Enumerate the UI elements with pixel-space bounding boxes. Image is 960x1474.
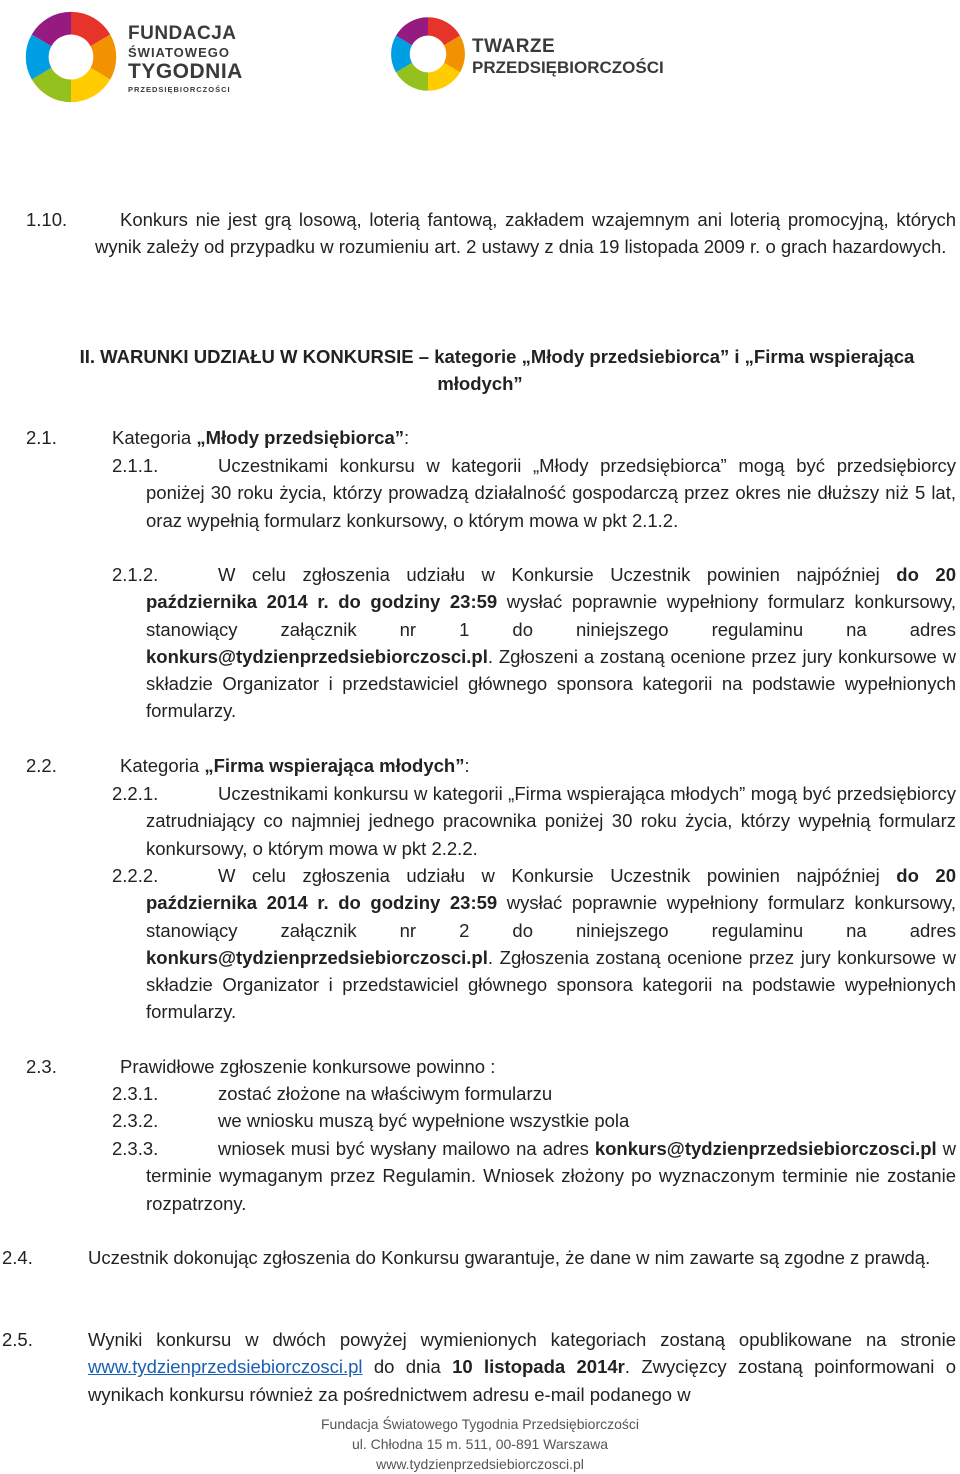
- item-number-1-10: 1.10.: [26, 209, 68, 230]
- item-text-2-3-2: we wniosku muszą być wypełnione wszystkie pola: [218, 1110, 630, 1131]
- item-text-2-4: Uczestnik dokonując zgłoszenia do Konkursu gwarantuje, że dane w nim zawarte są zgodne z prawdą.: [88, 1247, 931, 1268]
- item-2-1-2-part2: wysłać poprawnie wypełniony formularz konkursowy, stanowiący załącznik nr 1 do niniejszego regulaminu na adres: [146, 591, 956, 640]
- footer-website: www.tydzienprzedsiebiorczosci.pl: [376, 1456, 584, 1472]
- item-2-3-3-part1: wniosek musi być wysłany mailowo na adres: [218, 1138, 595, 1159]
- item-2-1-2-email: konkurs@tydzienprzedsiebiorczosci.pl: [146, 645, 488, 667]
- item-2-1-category: „Młody przedsiębiorca”: [196, 427, 404, 448]
- item-number-2-2-2: 2.2.2.: [112, 865, 159, 886]
- item-number-2-4: 2.4.: [2, 1247, 33, 1268]
- item-text-2-3-1: zostać złożone na właściwym formularzu: [218, 1083, 553, 1104]
- item-number-2-5: 2.5.: [2, 1329, 33, 1350]
- logo-fundacja-emblem: [22, 8, 120, 106]
- website-link[interactable]: www.tydzienprzedsiebiorczosci.pl: [88, 1356, 363, 1378]
- item-number-2-3-3: 2.3.3.: [112, 1138, 159, 1159]
- item-2-1-2-deadline: do 20 października 2014 r. do godziny 23:59: [146, 564, 956, 613]
- item-2-5-date: 10 listopada 2014r: [452, 1356, 625, 1378]
- item-2-2-2-part2: wysłać poprawnie wypełniony formularz konkursowy, stanowiący załącznik nr 2 do niniejszego regulaminu na adres: [146, 892, 956, 941]
- item-2-2-colon: :: [464, 755, 470, 776]
- item-2-5-part3: . Zwycięzcy zostaną poinformowani o wynikach konkursu również za pośrednictwem adresu e-mail podanego w: [88, 1356, 957, 1405]
- item-number-2-2-1: 2.2.1.: [112, 783, 159, 804]
- logo-fundacja-line3: TYGODNIA: [128, 60, 243, 84]
- item-number-2-2: 2.2.: [26, 755, 57, 776]
- item-number-2-1-1: 2.1.1.: [112, 455, 159, 476]
- item-2-2-2-part3: . Zgłoszenia zostaną ocenione przez jury konkursowe w składzie Organizator i przedstawiciel głównego sponsora kategorii na podstawie wypełnionych formularzy.: [146, 946, 956, 1023]
- item-2-5-part1: Wyniki konkursu w dwóch powyżej wymienionych kategoriach zostaną opublikowane na stronie: [88, 1329, 956, 1350]
- item-text-2-1: [112, 424, 409, 451]
- item-2-1-2-part1: W celu zgłoszenia udziału w Konkursie Uczestnik powinien najpóźniej: [218, 564, 897, 585]
- section-heading-line1: II. WARUNKI UDZIAŁU W KONKURSIE – kategorie „Młody przedsiebiorca” i „Firma wspierająca: [79, 346, 915, 367]
- footer-address: ul. Chłodna 15 m. 511, 00-891 Warszawa: [351, 1436, 609, 1452]
- item-number-2-1-2: 2.1.2.: [112, 564, 159, 585]
- logo-twarze-line2: PRZEDSIĘBIORCZOŚCI: [472, 57, 664, 77]
- item-2-3-3-part2: w terminie wymaganym przez Regulamin. Wniosek złożony po wyznaczonym terminie nie zostanie rozpatrzony.: [146, 1138, 956, 1214]
- item-2-2-2-email: konkurs@tydzienprzedsiebiorczosci.pl: [146, 946, 488, 968]
- item-2-1-colon: :: [404, 427, 410, 448]
- item-text-1-10: Konkurs nie jest grą losową, loterią fantową, zakładem wzajemnym ani loterią promocyjną, których wynik zależy od przypadku w rozumieniu art. 2 ustawy z dnia 19 listopada 2009 r. o grach hazardowych.: [95, 209, 956, 258]
- logo-twarze: [388, 14, 664, 94]
- item-text-2-3: Prawidłowe zgłoszenie konkursowe powinno :: [120, 1056, 496, 1077]
- item-text-2-2: [120, 752, 470, 779]
- item-number-2-3-1: 2.3.1.: [112, 1083, 159, 1104]
- footer-org-name: Fundacja Światowego Tygodnia Przedsiębiorczości: [320, 1416, 640, 1432]
- logo-fundacja-line4: PRZEDSIĘBIORCZOŚCI: [128, 85, 231, 95]
- item-2-1-2-part3: . Zgłoszeni a zostaną ocenione przez jury konkursowe w składzie Organizator i przedstawiciel głównego sponsora kategorii na podstawie wypełnionych formularzy.: [146, 645, 956, 722]
- logo-fundacja-line1: FUNDACJA: [128, 23, 237, 45]
- item-number-2-1: 2.1.: [26, 427, 57, 448]
- item-2-3-3-email: konkurs@tydzienprzedsiebiorczosci.pl: [594, 1138, 937, 1159]
- item-2-2-category: „Firma wspierająca młodych”: [204, 755, 465, 776]
- item-text-2-5: [88, 1326, 956, 1408]
- item-2-1-label: Kategoria: [112, 427, 197, 448]
- section-heading-line2: młodych”: [437, 373, 523, 394]
- item-2-5-part2: do dnia: [362, 1356, 453, 1378]
- item-text-2-2-2: [146, 862, 956, 1026]
- item-2-2-2-deadline: do 20 października 2014 r. do godziny 23:59: [146, 865, 956, 914]
- logo-fundacja: [22, 8, 243, 106]
- item-number-2-3-2: 2.3.2.: [112, 1110, 159, 1131]
- item-text-2-3-3: [146, 1135, 956, 1217]
- item-text-2-1-1: Uczestnikami konkursu w kategorii „Młody przedsiębiorca” mogą być przedsiębiorcy poniżej 30 roku życia, którzy prowadzą działalność gospodarczą przez okres nie dłuższy niż 5 lat, oraz wypełnią formularz konkursowy, o którym mowa w pkt 2.1.2.: [146, 455, 956, 531]
- logo-fundacja-line2: ŚWIATOWEGO: [128, 45, 230, 61]
- item-number-2-3: 2.3.: [26, 1056, 57, 1077]
- item-text-2-2-1: Uczestnikami konkursu w kategorii „Firma wspierająca młodych” mogą być przedsiębiorcy zatrudniający co najmniej jednego pracownika poniżej 30 roku życia, którzy wypełnią formularz konkursowy, o którym mowa w pkt 2.2.2.: [146, 783, 956, 859]
- item-2-2-label: Kategoria: [120, 755, 205, 776]
- item-text-2-1-2: [146, 561, 956, 725]
- item-2-2-2-part1: W celu zgłoszenia udziału w Konkursie Uczestnik powinien najpóźniej: [218, 865, 897, 886]
- logo-twarze-line1: TWARZE: [472, 35, 556, 57]
- logo-twarze-emblem: [388, 14, 468, 94]
